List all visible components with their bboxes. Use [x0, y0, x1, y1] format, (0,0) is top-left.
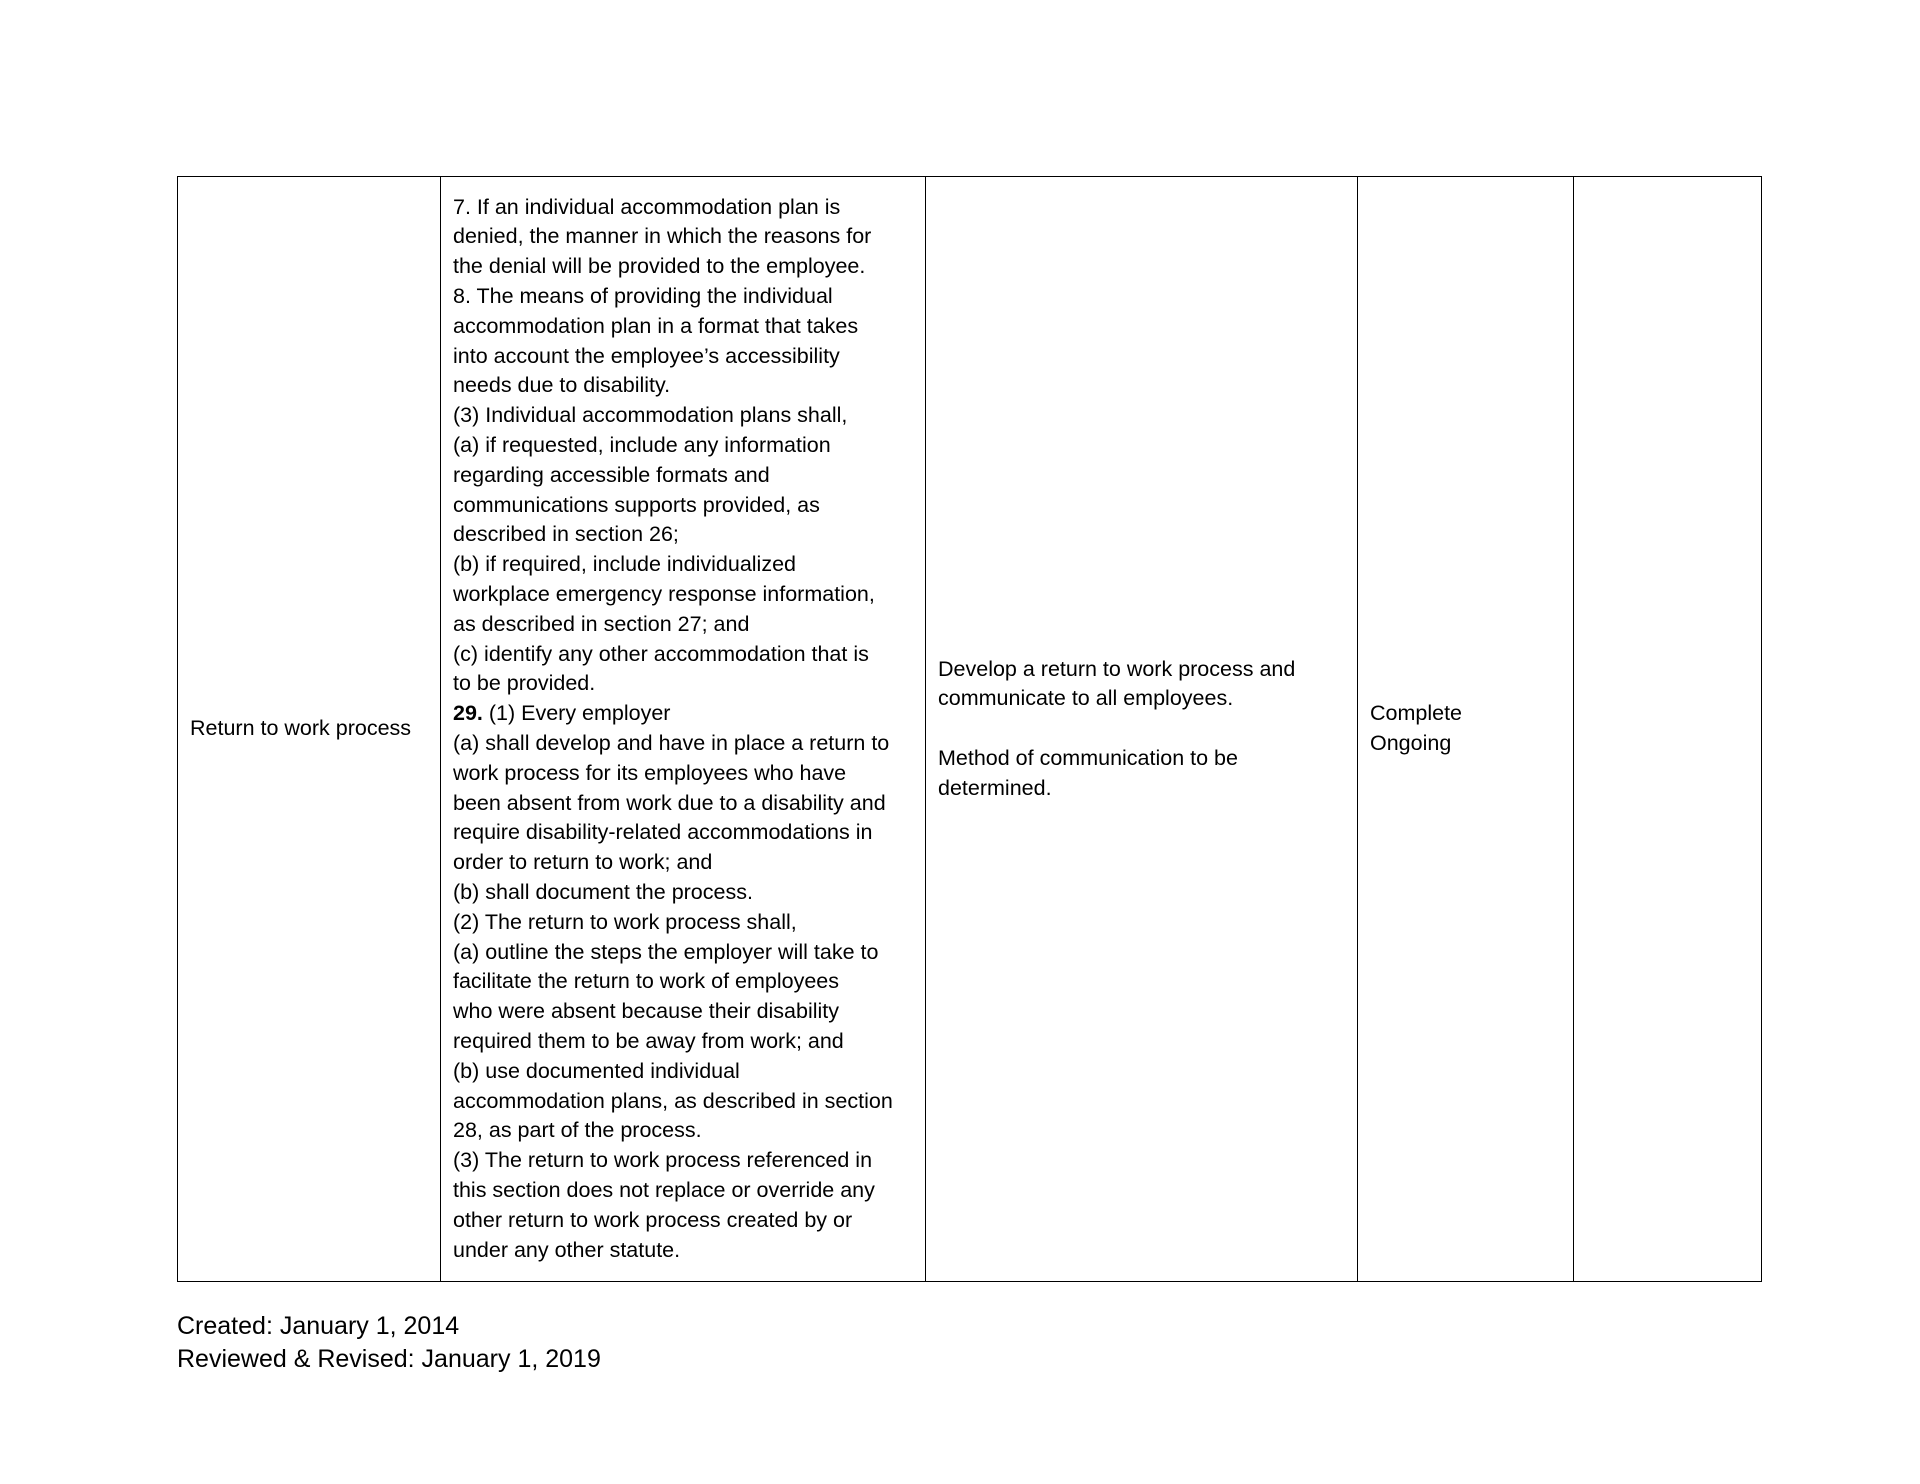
- requirement-line: described in section 26;: [453, 522, 679, 547]
- plan-text: Develop a return to work process and communicate to all employees.: [938, 656, 1296, 711]
- created-date: Created: January 1, 2014: [177, 1312, 460, 1340]
- requirement-line: (3) Individual accommodation plans shall,: [453, 403, 848, 428]
- plan-cell: [926, 177, 1358, 1282]
- status-complete: Complete: [1370, 701, 1463, 726]
- requirement-line: accommodation plan in a format that takes: [453, 313, 859, 338]
- requirement-line: 28, as part of the process.: [453, 1118, 702, 1143]
- requirement-line: as described in section 27; and: [453, 611, 750, 636]
- requirement-line: denied, the manner in which the reasons for: [453, 224, 872, 249]
- notes-cell: [1574, 177, 1762, 1282]
- compliance-table: [177, 176, 1762, 1282]
- requirement-line: been absent from work due to a disability and: [453, 790, 886, 815]
- requirement-line: other return to work process created by or: [453, 1207, 853, 1232]
- requirement-line: 8. The means of providing the individual: [453, 284, 833, 309]
- requirement-line: into account the employee’s accessibility: [453, 343, 840, 368]
- topic-cell: [178, 177, 441, 1282]
- requirement-line: (a) outline the steps the employer will take to: [453, 939, 879, 964]
- requirement-line: (a) shall develop and have in place a return to: [453, 731, 890, 755]
- requirement-text: [453, 193, 913, 1266]
- requirement-line: facilitate the return to work of employees: [453, 969, 839, 994]
- requirement-line: the denial will be provided to the employee.: [453, 254, 866, 279]
- requirement-line: who were absent because their disability: [453, 999, 840, 1024]
- requirement-cell: [441, 177, 926, 1282]
- revised-date: Reviewed & Revised: January 1, 2019: [177, 1345, 601, 1373]
- status-ongoing: Ongoing: [1370, 731, 1452, 755]
- requirement-line: regarding accessible formats and: [453, 462, 770, 487]
- section-number: 29.: [453, 701, 483, 726]
- status-cell: [1358, 177, 1574, 1282]
- requirement-line: workplace emergency response information,: [453, 582, 875, 607]
- requirement-line: needs due to disability.: [453, 373, 671, 398]
- requirement-line: (a) if requested, include any information: [453, 433, 831, 458]
- requirement-line: this section does not replace or override any: [453, 1177, 875, 1202]
- requirement-line: work process for its employees who have: [453, 760, 847, 785]
- section-heading: [453, 699, 913, 729]
- requirement-line: (b) use documented individual: [453, 1058, 740, 1083]
- requirement-line: (c) identify any other accommodation that is: [453, 641, 869, 666]
- requirement-line: (3) The return to work process referenced in: [453, 1148, 873, 1173]
- plan-text: Method of communication to be determined.: [938, 745, 1238, 800]
- requirement-line: (2) The return to work process shall,: [453, 909, 797, 934]
- requirement-line: (b) if required, include individualized: [453, 552, 796, 577]
- topic-text: Return to work process: [190, 716, 412, 741]
- requirement-line: communications supports provided, as: [453, 492, 820, 517]
- section-heading-text: (1) Every employer: [482, 701, 671, 726]
- requirement-line: to be provided.: [453, 671, 596, 696]
- requirement-line: under any other statute.: [453, 1237, 681, 1262]
- requirement-line: accommodation plans, as described in section: [453, 1088, 893, 1113]
- requirement-line: order to return to work; and: [453, 850, 713, 875]
- requirement-line: (b) shall document the process.: [453, 879, 753, 904]
- table-row: [178, 177, 1762, 1282]
- requirement-line: require disability-related accommodations in: [453, 820, 873, 845]
- paragraph-gap: [938, 714, 1345, 744]
- requirement-line: required them to be away from work; and: [453, 1028, 844, 1053]
- requirement-line: 7. If an individual accommodation plan is: [453, 194, 841, 219]
